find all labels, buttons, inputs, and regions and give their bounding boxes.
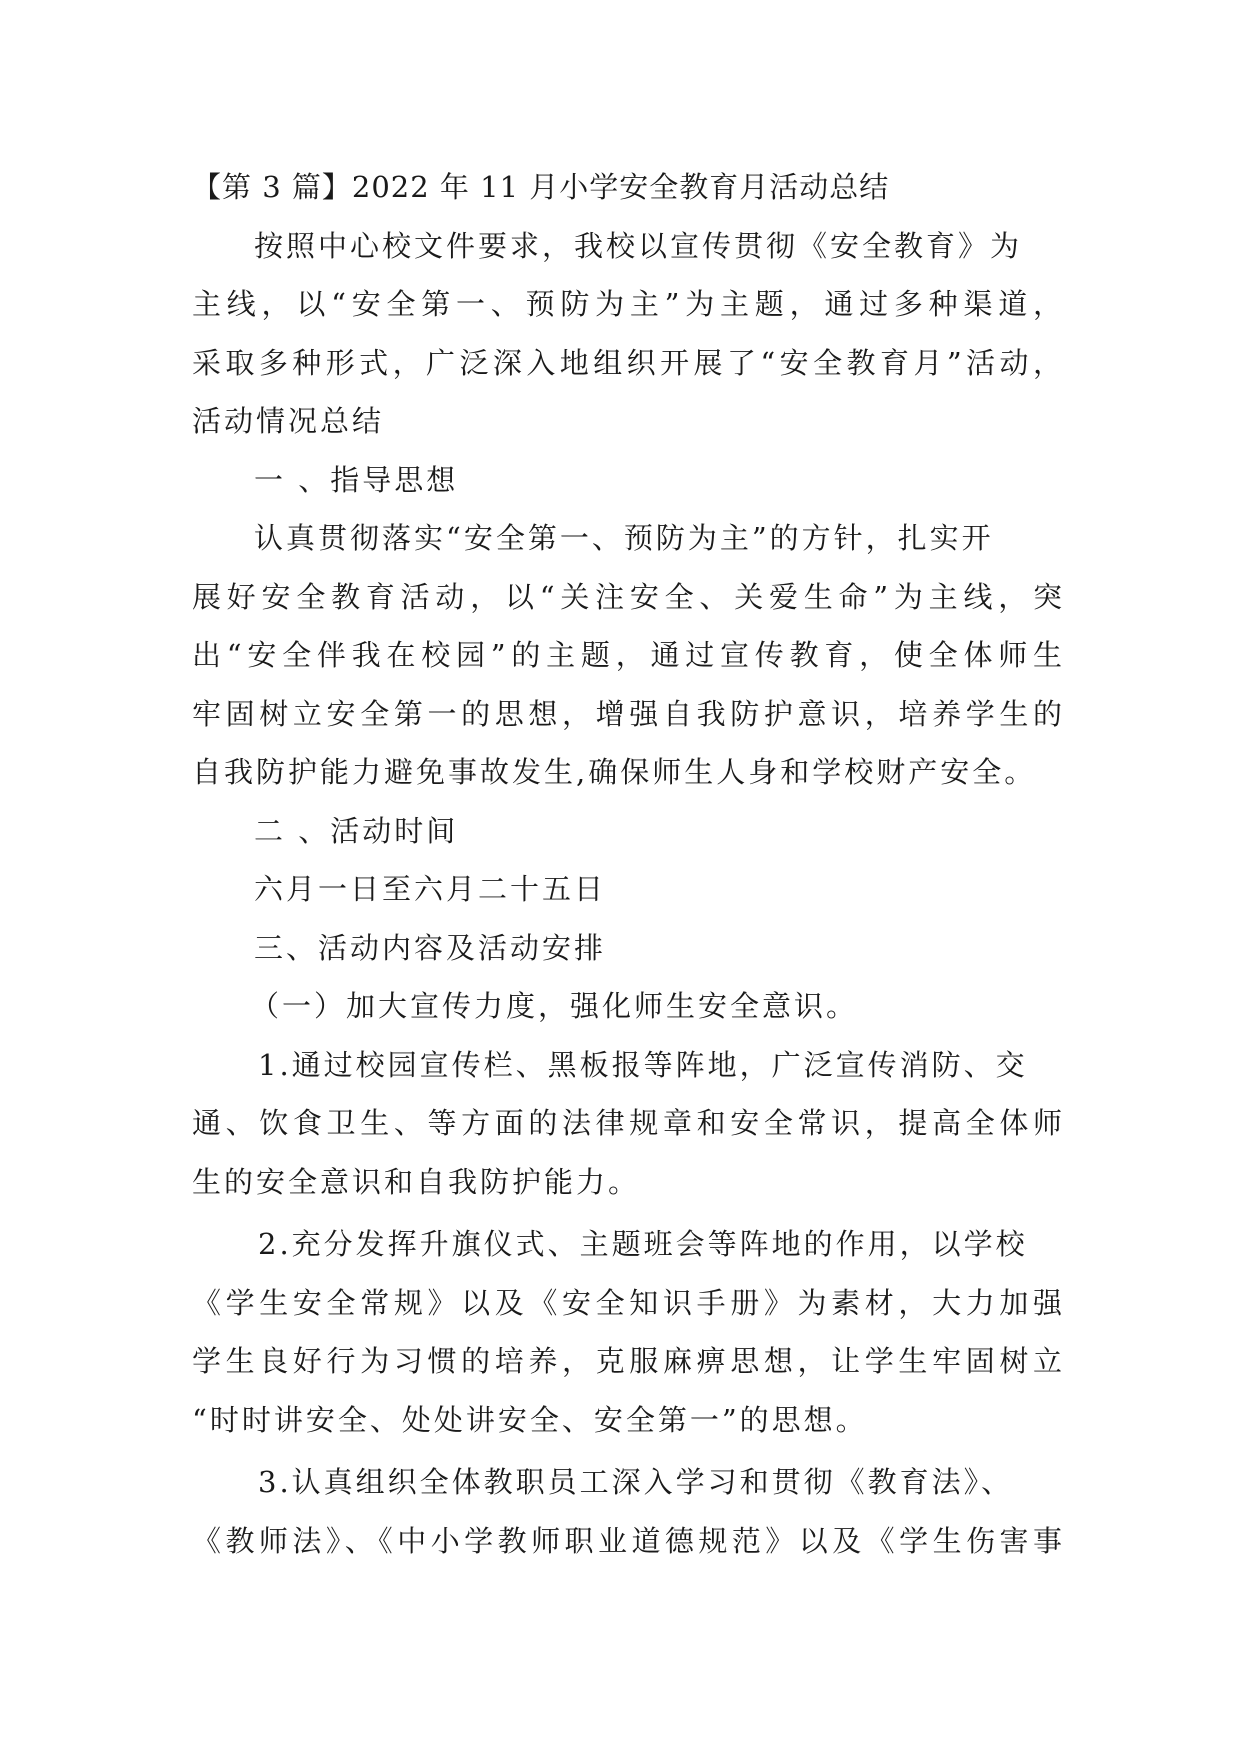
paragraph-line: 生的安全意识和自我防护能力。 [192, 1164, 641, 1199]
paragraph-line: 展好安全教育活动，以“关注安全、关爱生命”为主线，突 [192, 579, 1062, 614]
paragraph-line: 1.通过校园宣传栏、黑板报等阵地，广泛宣传消防、交 [258, 1047, 1028, 1082]
subsection-heading-1: （一）加大宣传力度，强化师生安全意识。 [250, 989, 859, 1023]
paragraph-line: 认真贯彻落实“安全第一、预防为主”的方针，扎实开 [254, 521, 994, 555]
guiding-idea-paragraph [192, 509, 1062, 802]
paragraph-line: 《教师法》、《中小学教师职业道德规范》以及《学生伤害事 [192, 1523, 1062, 1558]
paragraph-line: 采取多种形式，广泛深入地组织开展了“安全教育月”活动， [192, 345, 1062, 380]
paragraph-line: 学生良好行为习惯的培养，克服麻痹思想，让学生牢固树立 [192, 1344, 1062, 1378]
item-2-paragraph [192, 1215, 1062, 1449]
paragraph-line: “时时讲安全、处处讲安全、安全第一”的思想。 [192, 1402, 868, 1437]
activity-time-text: 六月一日至六月二十五日 [254, 872, 607, 906]
paragraph-line: 牢固树立安全第一的思想，增强自我防护意识，培养学生的 [192, 696, 1062, 731]
paragraph-line: 活动情况总结 [192, 404, 385, 438]
intro-paragraph [192, 217, 1062, 451]
section-heading-3: 三、活动内容及活动安排 [254, 930, 607, 965]
section-heading-1: 一 、指导思想 [254, 462, 459, 497]
paragraph-line: 《学生安全常规》以及《安全知识手册》为素材，大力加强 [192, 1285, 1062, 1320]
section-heading-2: 二 、活动时间 [254, 813, 459, 848]
paragraph-line: 2.充分发挥升旗仪式、主题班会等阵地的作用，以学校 [258, 1227, 1028, 1261]
paragraph-line: 按照中心校文件要求，我校以宣传贯彻《安全教育》为 [254, 228, 1023, 263]
paragraph-line: 通、饮食卫生、等方面的法律规章和安全常识，提高全体师 [192, 1106, 1062, 1140]
paragraph-line: 自我防护能力避免事故发生,确保师生人身和学校财产安全。 [192, 755, 1037, 789]
document-title: 【第 3 篇】2022 年 11 月小学安全教育月活动总结 [192, 170, 890, 204]
item-1-paragraph [192, 1036, 1062, 1212]
paragraph-line: 出“安全伴我在校园”的主题，通过宣传教育，使全体师生 [192, 638, 1062, 672]
paragraph-line: 主线，以“安全第一、预防为主”为主题，通过多种渠道， [192, 287, 1062, 321]
item-3-paragraph [192, 1453, 1062, 1570]
document-body [192, 158, 1062, 1570]
paragraph-line: 3.认真组织全体教职员工深入学习和贯彻《教育法》、 [258, 1465, 1014, 1499]
